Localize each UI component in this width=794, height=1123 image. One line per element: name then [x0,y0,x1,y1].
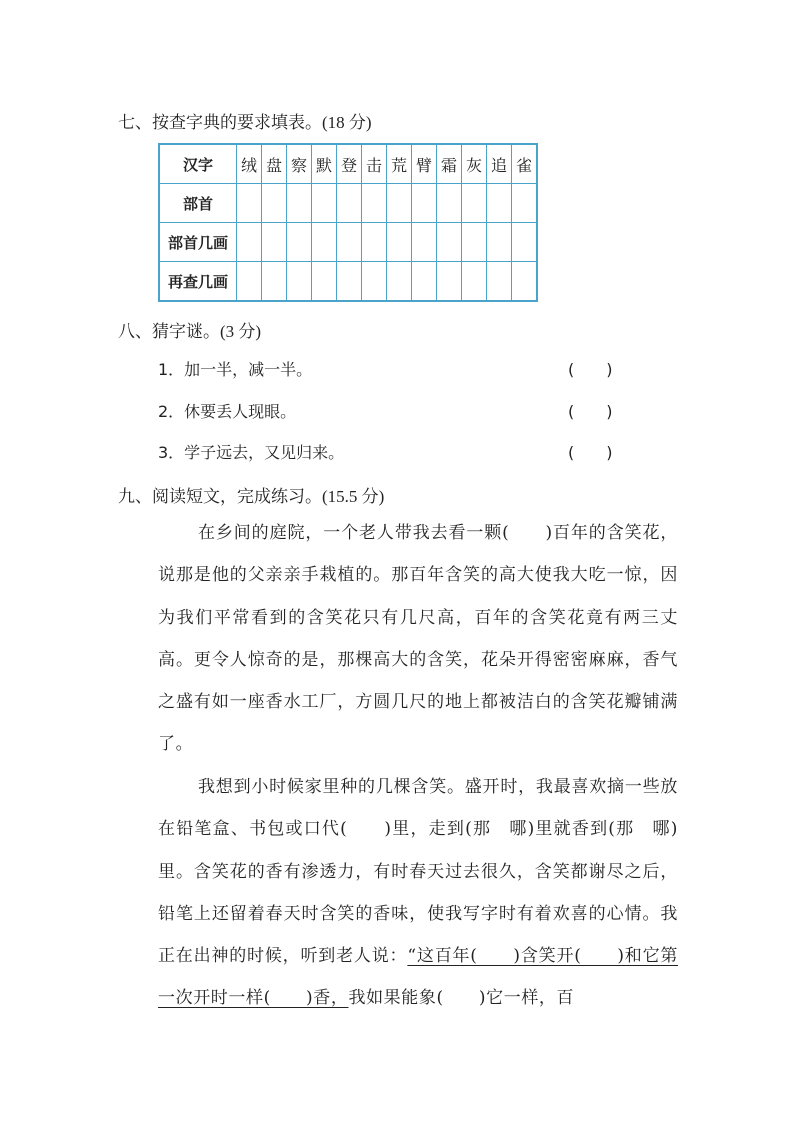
table-row [159,262,537,302]
riddle-item [158,357,613,380]
answer-cell[interactable] [237,223,262,262]
character-cell: 登 [337,144,362,184]
character-cell: 雀 [512,144,538,184]
answer-cell[interactable] [487,262,512,302]
answer-cell[interactable] [237,262,262,302]
section9-title-text: 九、阅读短文，完成练习。 [118,487,322,507]
riddle-item [158,399,613,422]
character-cell: 盘 [262,144,287,184]
answer-cell[interactable] [437,262,462,302]
answer-cell[interactable] [337,184,362,223]
riddle-text: 1．加一半，减一半。 [158,360,313,379]
character-cell: 默 [312,144,337,184]
table-row [159,184,537,223]
answer-cell[interactable] [312,184,337,223]
answer-cell[interactable] [362,184,387,223]
section9-title [118,482,384,507]
paragraph2-text: 我想到小时候家里种的几棵含笑。盛开时，我最喜欢摘一些放在铅笔盒、书包或口代( )里，走到(那 哪)里就香到(那 哪)里。含笑花的香有渗透力，有时春天过去很久，含笑都谢尽之后，铅笔上还留着春天时含笑的香味，使我写字时有着欢喜的心情。我正在出神的时候，听到老人说： [158,777,678,967]
section7-points: (18 分) [322,113,372,132]
section8-points: (3 分) [220,322,262,341]
section9-points: (15.5 分) [322,487,385,506]
answer-cell[interactable] [287,223,312,262]
answer-cell[interactable] [387,184,412,223]
table-row [159,144,537,184]
answer-cell[interactable] [312,223,337,262]
answer-cell[interactable] [262,223,287,262]
answer-cell[interactable] [362,262,387,302]
answer-cell[interactable] [487,184,512,223]
riddle-text: 3．学子远去，又见归来。 [158,443,345,462]
answer-cell[interactable] [512,184,538,223]
section7-title-text: 七、按查字典的要求填表。 [118,113,322,133]
answer-cell[interactable] [262,262,287,302]
character-cell: 察 [287,144,312,184]
answer-cell[interactable] [512,223,538,262]
character-cell: 荒 [387,144,412,184]
answer-cell[interactable] [387,223,412,262]
row-header: 部首几画 [159,223,237,262]
answer-cell[interactable] [287,262,312,302]
reading-paragraph-2 [158,766,678,1020]
riddle-text: 2．休要丢人现眼。 [158,402,297,421]
riddle-answer-blank[interactable]: ( ) [568,402,613,421]
dictionary-table [158,143,538,302]
answer-cell[interactable] [462,223,487,262]
answer-cell[interactable] [312,262,337,302]
answer-cell[interactable] [512,262,538,302]
character-cell: 臂 [412,144,437,184]
riddle-item [158,440,613,463]
character-cell: 绒 [237,144,262,184]
answer-cell[interactable] [487,223,512,262]
character-cell: 追 [487,144,512,184]
reading-paragraph-1: 在乡间的庭院，一个老人带我去看一颗( )百年的含笑花，说那是他的父亲亲手栽植的。那百年含笑的高大使我大吃一惊，因为我们平常看到的含笑花只有几尺高，百年的含笑花竟有两三丈高。更令人惊奇的是，那棵高大的含笑，花朵开得密密麻麻，香气之盛有如一座香水工厂，方圆几尺的地上都被洁白的含笑花瓣铺满了。 [158,523,678,755]
character-cell: 霜 [437,144,462,184]
character-cell: 击 [362,144,387,184]
answer-cell[interactable] [362,223,387,262]
section7-title [118,108,372,133]
answer-cell[interactable] [412,184,437,223]
answer-cell[interactable] [437,223,462,262]
paragraph2-underlined-quote: “这百年( )含笑开( )和它第一次开时一样( )香， [158,946,678,1009]
answer-cell[interactable] [237,184,262,223]
riddle-answer-blank[interactable]: ( ) [568,360,613,379]
row-header: 部首 [159,184,237,223]
section8-title [118,317,261,342]
paragraph2-tail: 我如果能象( )它一样，百 [348,988,575,1009]
section8-title-text: 八、猜字谜。 [118,322,220,342]
row-header: 汉字 [159,144,237,184]
riddle-answer-blank[interactable]: ( ) [568,443,613,462]
answer-cell[interactable] [337,262,362,302]
answer-cell[interactable] [337,223,362,262]
answer-cell[interactable] [412,262,437,302]
answer-cell[interactable] [412,223,437,262]
answer-cell[interactable] [462,184,487,223]
row-header: 再查几画 [159,262,237,302]
answer-cell[interactable] [462,262,487,302]
answer-cell[interactable] [387,262,412,302]
answer-cell[interactable] [287,184,312,223]
answer-cell[interactable] [262,184,287,223]
answer-cell[interactable] [437,184,462,223]
table-row [159,223,537,262]
character-cell: 灰 [462,144,487,184]
